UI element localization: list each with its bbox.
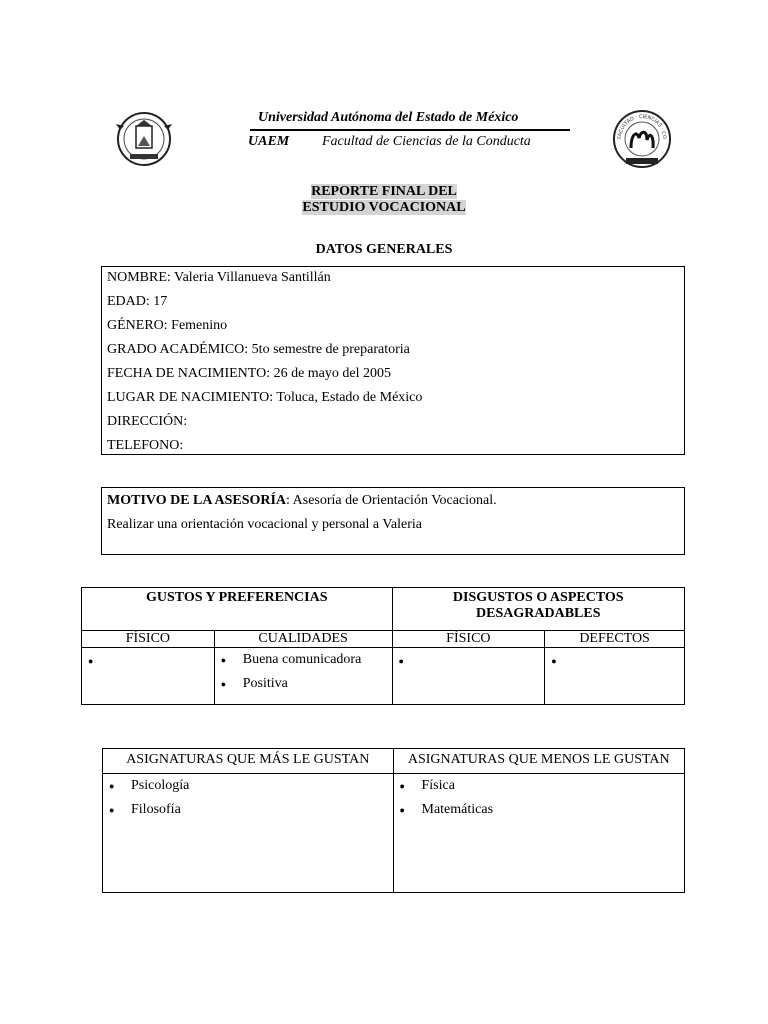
dislikes-header: DISGUSTOS O ASPECTOS DESAGRADABLES <box>392 588 684 631</box>
liked-subjects-header: ASIGNATURAS QUE MÁS LE GUSTAN <box>103 749 394 774</box>
col-defectos: DEFECTOS <box>545 631 685 648</box>
col-fisico-likes: FÍSICO <box>82 631 215 648</box>
university-name: Universidad Autónoma del Estado de México <box>258 110 519 125</box>
svg-text:FACULTAD · CIENCIAS · CONDUCTA: FACULTAD · CIENCIAS · CO <box>616 113 668 140</box>
col-cualidades: CUALIDADES <box>214 631 392 648</box>
list-item: ● Matemáticas <box>398 800 681 824</box>
liked-subjects-cell <box>103 774 394 893</box>
cualidades-cell <box>214 648 392 705</box>
likes-header: GUSTOS Y PREFERENCIAS <box>82 588 393 631</box>
university-acronym: UAEM <box>248 134 290 149</box>
bullet-icon: ● <box>551 656 557 666</box>
uaem-seal-icon <box>114 110 174 168</box>
list-item: ● Positiva <box>219 674 388 698</box>
faculty-name: Facultad de Ciencias de la Conducta <box>322 134 531 149</box>
field-edad: EDAD: 17 <box>107 294 168 309</box>
report-title-line2: ESTUDIO VOCACIONAL <box>302 200 466 215</box>
fisico-likes-cell <box>82 648 215 705</box>
preferences-table <box>81 587 685 705</box>
motivo-label: MOTIVO DE LA ASESORÍA <box>107 493 287 508</box>
motivo-value: : Asesoría de Orientación Vocacional. <box>286 493 497 508</box>
bullet-icon: ● <box>398 656 404 666</box>
subjects-table <box>102 748 685 893</box>
list-item: ● Física <box>398 776 681 800</box>
list-item: ● Filosofía <box>107 800 389 824</box>
list-item: ● Psicología <box>107 776 389 800</box>
motivo-box <box>101 487 685 555</box>
facultad-seal-icon <box>612 108 672 170</box>
motivo-line <box>107 489 679 513</box>
field-telefono: TELEFONO: <box>107 438 184 453</box>
disliked-subjects-cell <box>393 774 685 893</box>
field-fecha-nacimiento: FECHA DE NACIMIENTO: 26 de mayo del 2005 <box>107 366 391 381</box>
col-fisico-dislikes: FÍSICO <box>392 631 545 648</box>
field-nombre: NOMBRE: Valeria Villanueva Santillán <box>107 270 331 285</box>
general-section-title: DATOS GENERALES <box>315 242 453 257</box>
fisico-dislikes-cell <box>392 648 545 705</box>
motivo-detail: Realizar una orientación vocacional y personal a Valeria <box>107 517 422 532</box>
bullet-icon: ● <box>88 656 94 666</box>
header-rule <box>250 129 570 131</box>
defectos-cell <box>545 648 685 705</box>
disliked-subjects-header: ASIGNATURAS QUE MENOS LE GUSTAN <box>393 749 685 774</box>
report-title-line1: REPORTE FINAL DEL <box>311 184 457 199</box>
report-title <box>0 184 768 216</box>
field-lugar-nacimiento: LUGAR DE NACIMIENTO: Toluca, Estado de México <box>107 390 423 405</box>
field-direccion: DIRECCIÓN: <box>107 414 188 429</box>
field-genero: GÉNERO: Femenino <box>107 318 228 333</box>
field-grado: GRADO ACADÉMICO: 5to semestre de preparatoria <box>107 342 410 357</box>
list-item: ● Buena comunicadora <box>219 650 388 674</box>
general-data-box <box>101 266 685 455</box>
